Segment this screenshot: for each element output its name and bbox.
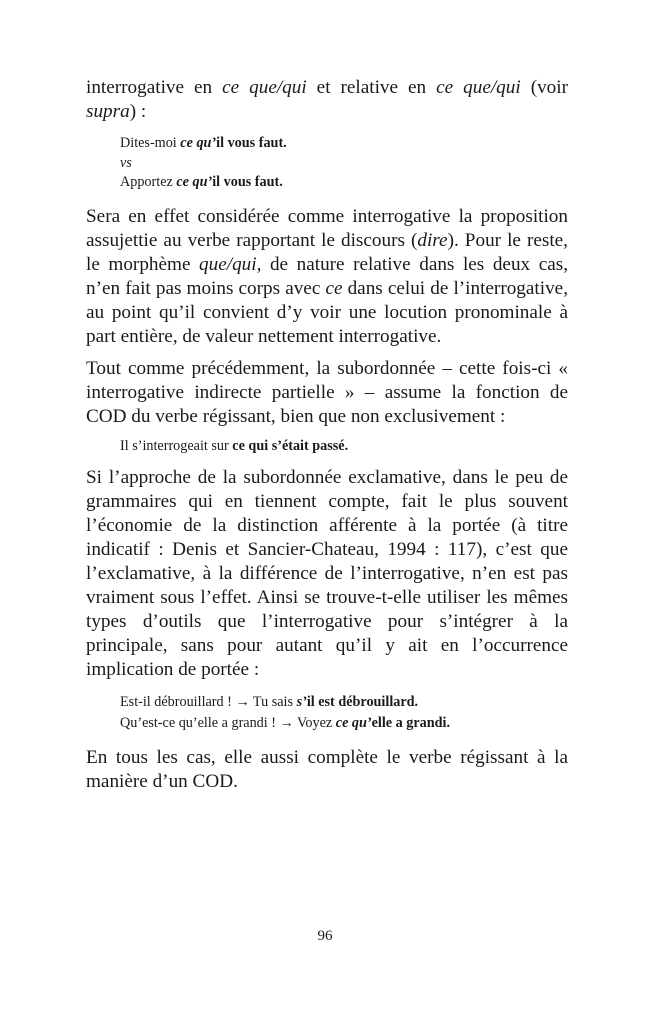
- example-plain: Est-il débrouillard ! → Tu sais: [120, 694, 297, 710]
- page-body: [86, 76, 568, 802]
- paragraph-2-text: dans celui de l’interrogative, au point qu’il convient d’y voir une locution pronominale à part entière, de valeur nettement interrogative.: [86, 277, 568, 347]
- paragraph-1-text: (voir: [520, 77, 568, 98]
- paragraph-1-text: et relative en: [306, 77, 437, 98]
- paragraph-2-text: de nature relative dans les deux cas, n’en fait pas moins corps avec: [86, 253, 568, 299]
- example-line: [120, 173, 568, 193]
- page-number: 96: [317, 928, 333, 944]
- paragraph-1: [86, 76, 568, 124]
- example-plain: Apportez: [120, 174, 177, 190]
- example-plain: Qu’est-ce qu’elle a grandi ! → Voyez: [120, 715, 336, 731]
- example-line: [120, 692, 568, 713]
- example-block-2: [120, 437, 568, 457]
- example-bold: il vous faut.: [216, 135, 287, 151]
- paragraph-2-italic: dire: [417, 229, 448, 251]
- example-block-3: [120, 692, 568, 734]
- paragraph-2-italic: que/qui,: [199, 253, 262, 275]
- paragraph-3: Tout comme précédemment, la subordonnée – cette fois-ci « interrogative indirecte partielle » – assume la fonction de COD du verbe régissant, bien que non exclusivement :: [86, 357, 568, 427]
- example-bold-italic: ce qu’: [335, 715, 372, 731]
- example-bold: il vous faut.: [212, 174, 283, 190]
- paragraph-5: En tous les cas, elle aussi complète le verbe régissant à la manière d’un COD.: [86, 747, 568, 792]
- example-bold: ce qui s’était passé.: [232, 437, 349, 454]
- example-separator: [120, 154, 568, 174]
- example-line: [120, 713, 568, 734]
- paragraph-1-italic: ce que/qui: [222, 77, 307, 98]
- example-line: [120, 437, 568, 457]
- example-plain: Dites-moi: [120, 135, 181, 151]
- example-bold-italic: s’: [296, 694, 307, 710]
- paragraph-2: [86, 205, 568, 349]
- paragraph-1-text: interrogative en: [86, 77, 223, 98]
- paragraph-2-text: ). Pour le reste, le morphème: [86, 229, 568, 275]
- paragraph-4: Si l’approche de la subordonnée exclamative, dans le peu de grammaires qui en tiennent compte, fait le plus souvent l’économie de la distinction afférente à la portée (à titre indicatif : Denis et Sancier-Chateau, 1994 : 117), c’est que l’exclamative, à la différence de l’interrogative, n’en est pas vraiment sous l’effet. Ainsi se trouve-t-elle utiliser les mêmes types d’outils que l’interrogative pour s’intégrer à la principale, sans pour autant qu’il y ait en l’occurrence implication de portée :: [86, 467, 568, 680]
- paragraph-2-text: Sera en effet considérée comme interrogative la proposition assujettie au verbe rapportant le discours (: [86, 205, 568, 251]
- example-bold-italic: ce qu’: [180, 135, 217, 151]
- paragraph-2-italic: ce: [325, 277, 343, 299]
- paragraph-1-italic: ce que/qui: [436, 77, 521, 98]
- example-block-1: [120, 134, 568, 193]
- example-separator-text: vs: [120, 154, 132, 171]
- example-plain: Il s’interrogeait sur: [120, 437, 233, 454]
- paragraph-1-italic: supra: [86, 101, 130, 122]
- example-bold: elle a grandi.: [371, 715, 451, 731]
- example-bold-italic: ce qu’: [176, 174, 213, 190]
- example-line: [120, 134, 568, 154]
- example-bold: il est débrouillard.: [306, 694, 419, 710]
- paragraph-1-text: ) :: [129, 101, 147, 122]
